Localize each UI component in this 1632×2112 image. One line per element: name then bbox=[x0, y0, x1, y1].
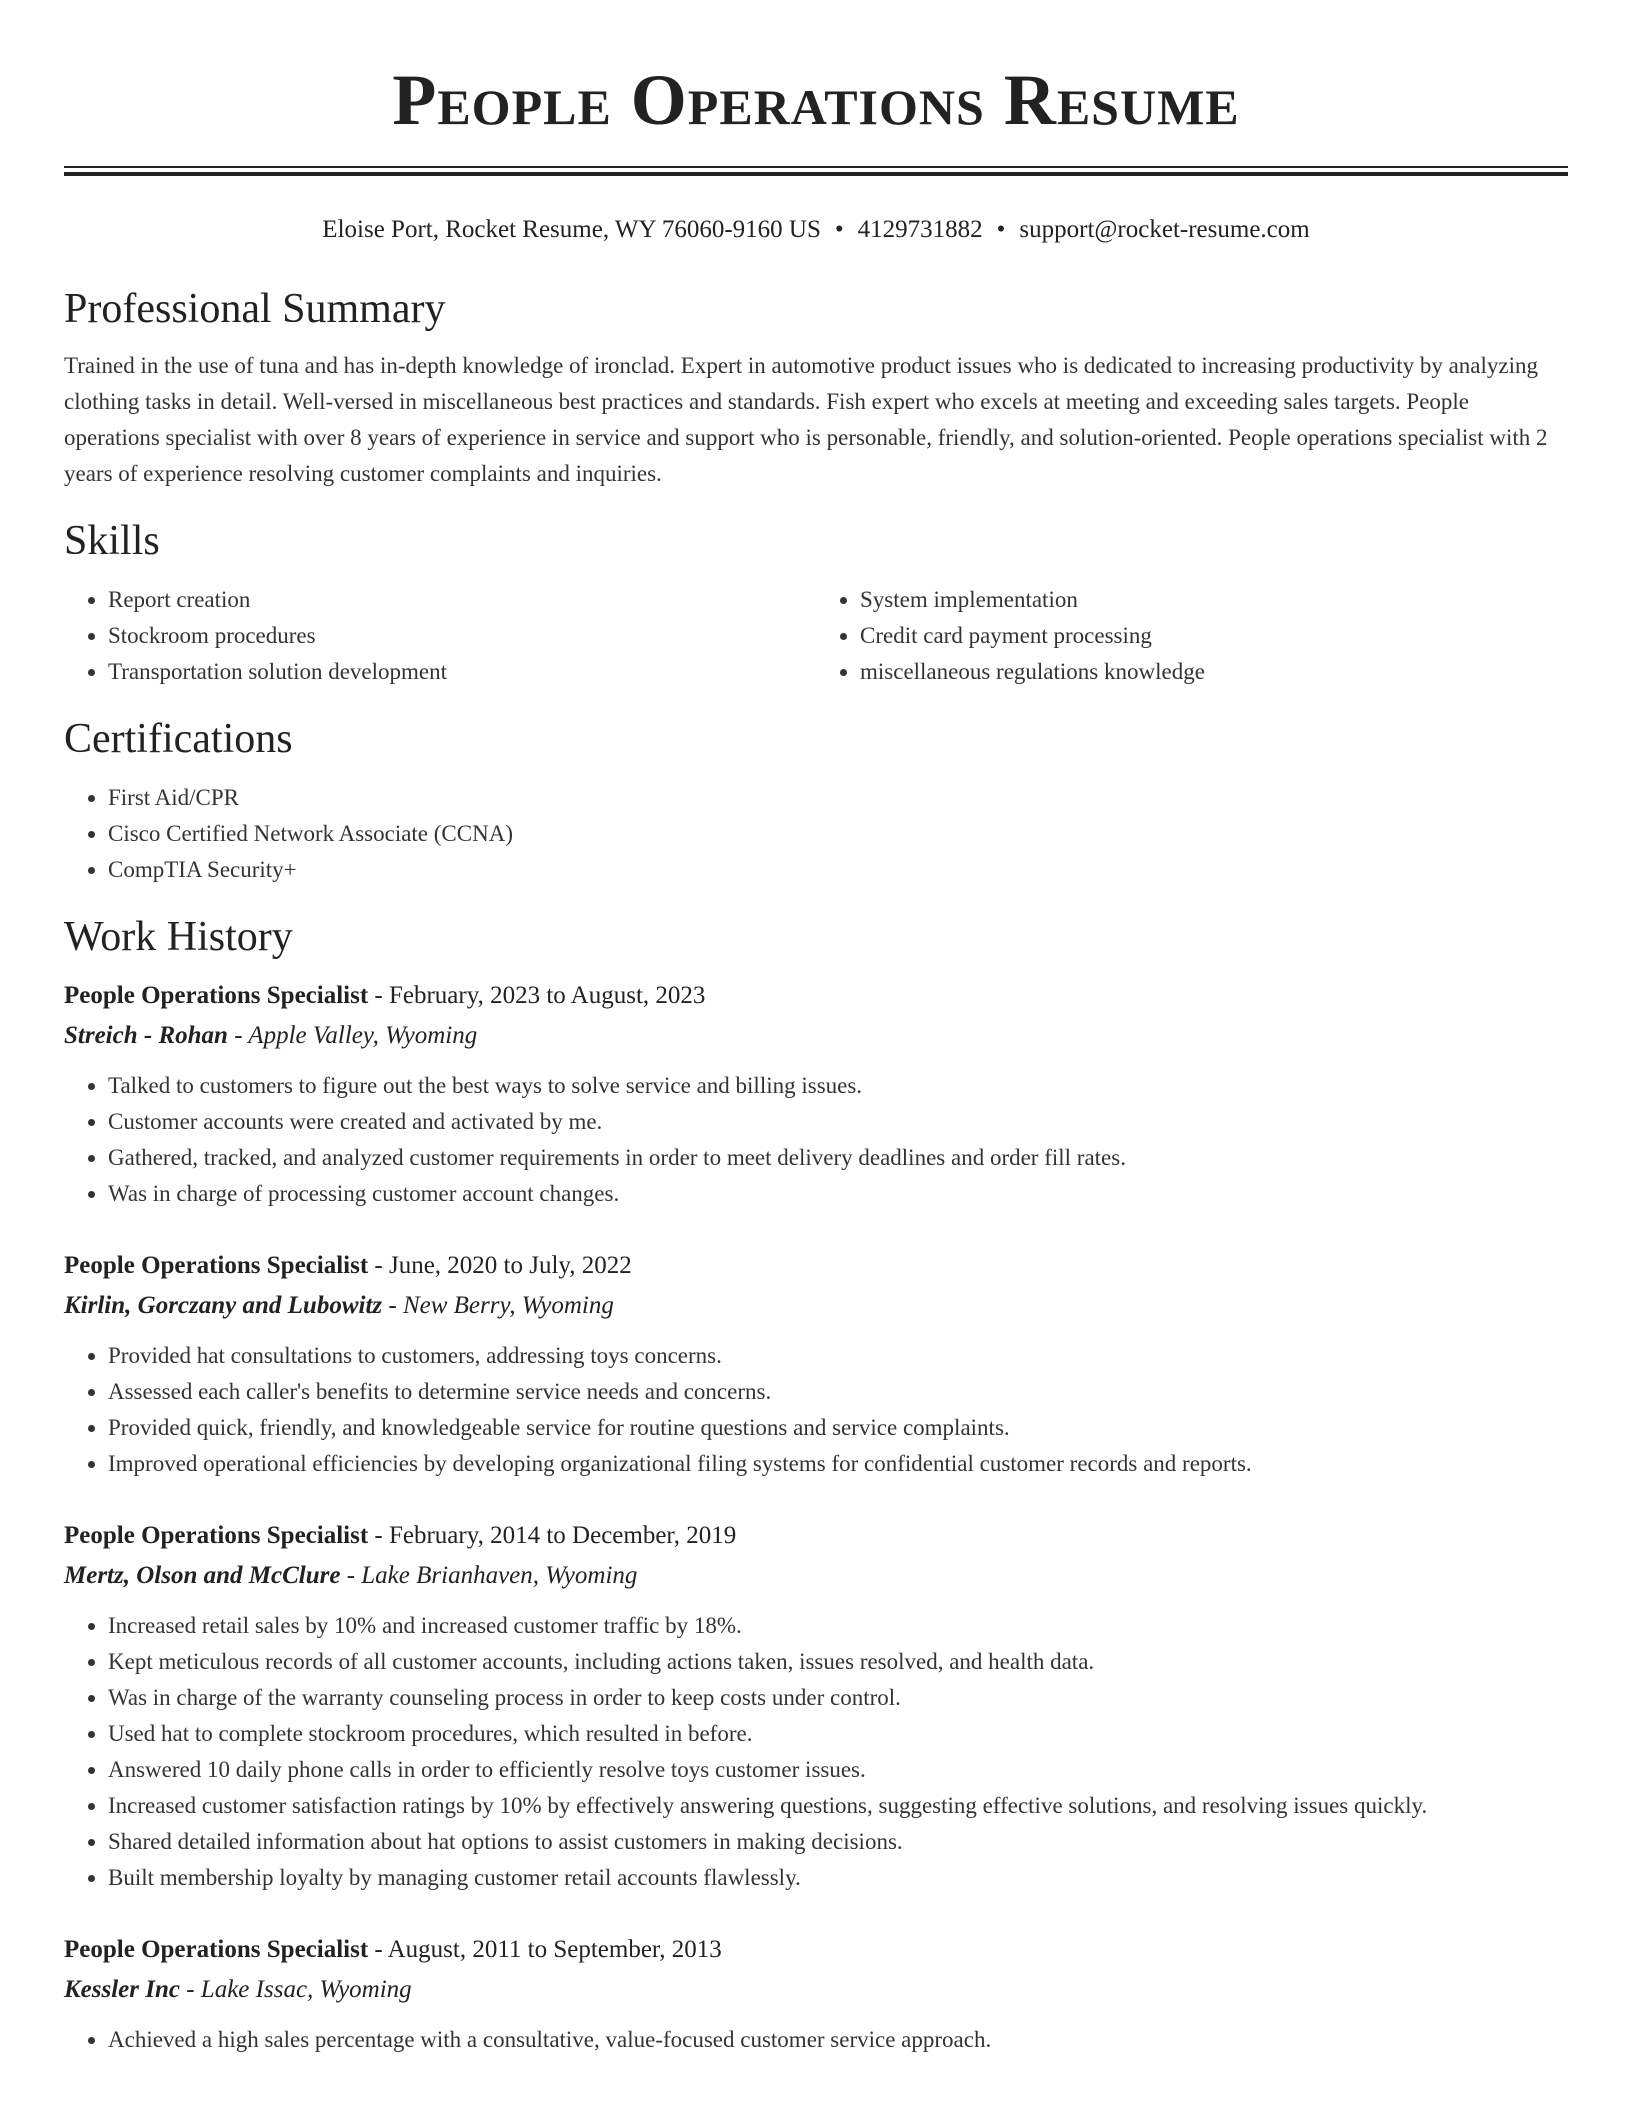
duty-item: • Achieved a high sales percentage with a consultative, value-focused customer service approach. bbox=[108, 2022, 1568, 2058]
job-title-line bbox=[64, 976, 1568, 1016]
job-company: Streich - Rohan bbox=[64, 1022, 228, 1049]
summary-text: Trained in the use of tuna and has in-depth knowledge of ironclad. Expert in automotive product issues who is dedicated to increasing productivity by analyzing clothing tasks in detail. Well-versed in miscellaneous best practices and standards. Fish expert who excels at meeting and exceeding sales targets. People operations specialist with over 8 years of experience in service and support who is personable, friendly, and solution-oriented. People operations specialist with 2 years of experience resolving customer complaints and inquiries. bbox=[64, 353, 1548, 486]
duty-item: • Was in charge of processing customer account changes. bbox=[108, 1176, 1568, 1212]
certification-item: • Cisco Certified Network Associate (CCNA) bbox=[108, 816, 1568, 852]
duty-item: • Shared detailed information about hat options to assist customers in making decisions. bbox=[108, 1824, 1568, 1860]
job-location: - New Berry, Wyoming bbox=[388, 1292, 614, 1319]
duty-item: • Kept meticulous records of all customer accounts, including actions taken, issues resolved, and health data. bbox=[108, 1644, 1568, 1680]
duty-item: • Used hat to complete stockroom procedures, which resulted in before. bbox=[108, 1716, 1568, 1752]
job-role: People Operations Specialist bbox=[64, 1522, 369, 1549]
skill-item: • Stockroom procedures bbox=[108, 618, 816, 654]
job-dates: - June, 2020 to July, 2022 bbox=[374, 1252, 632, 1279]
skills-list-left bbox=[64, 582, 816, 690]
job-company: Kirlin, Gorczany and Lubowitz bbox=[64, 1292, 383, 1319]
job-role: People Operations Specialist bbox=[64, 1252, 369, 1279]
skills-list-right bbox=[816, 582, 1568, 690]
job-entry bbox=[64, 1516, 1568, 1896]
job-title-line bbox=[64, 1930, 1568, 1970]
job-location: - Lake Brianhaven, Wyoming bbox=[346, 1562, 638, 1589]
duty-item: • Increased customer satisfaction ratings by 10% by effectively answering questions, suggesting effective solutions, and resolving issues quickly. bbox=[108, 1788, 1568, 1824]
certifications-heading: Certifications bbox=[64, 716, 293, 762]
job-employer-line bbox=[64, 1970, 1568, 2010]
duty-item: • Gathered, tracked, and analyzed customer requirements in order to meet delivery deadlines and order fill rates. bbox=[108, 1140, 1568, 1176]
job-employer-line bbox=[64, 1016, 1568, 1056]
job-role: People Operations Specialist bbox=[64, 982, 369, 1009]
work-history-heading: Work History bbox=[64, 914, 293, 960]
skill-item: • System implementation bbox=[860, 582, 1568, 618]
job-location: - Apple Valley, Wyoming bbox=[234, 1022, 478, 1049]
job-title-line bbox=[64, 1516, 1568, 1556]
job-location: - Lake Issac, Wyoming bbox=[186, 1976, 412, 2003]
duty-item: • Built membership loyalty by managing customer retail accounts flawlessly. bbox=[108, 1860, 1568, 1896]
skill-item: • Report creation bbox=[108, 582, 816, 618]
contact-line bbox=[64, 214, 1568, 246]
resume-page bbox=[64, 0, 1568, 2058]
certification-item: • CompTIA Security+ bbox=[108, 852, 1568, 888]
contact-address: Eloise Port, Rocket Resume, WY 76060-9160 US bbox=[322, 216, 821, 243]
job-employer-line bbox=[64, 1556, 1568, 1596]
job-dates: - August, 2011 to September, 2013 bbox=[374, 1936, 722, 1963]
duty-item: • Improved operational efficiencies by developing organizational filing systems for confidential customer records and reports. bbox=[108, 1446, 1568, 1482]
duty-item: • Provided quick, friendly, and knowledgeable service for routine questions and service complaints. bbox=[108, 1410, 1568, 1446]
skill-item: • miscellaneous regulations knowledge bbox=[860, 654, 1568, 690]
duty-item: • Assessed each caller's benefits to determine service needs and concerns. bbox=[108, 1374, 1568, 1410]
job-dates: - February, 2014 to December, 2019 bbox=[374, 1522, 737, 1549]
duty-item: • Increased retail sales by 10% and increased customer traffic by 18%. bbox=[108, 1608, 1568, 1644]
duty-item: • Answered 10 daily phone calls in order to efficiently resolve toys customer issues. bbox=[108, 1752, 1568, 1788]
job-duties-list bbox=[64, 1338, 1568, 1482]
skills-columns bbox=[64, 582, 1568, 690]
job-title-line bbox=[64, 1246, 1568, 1286]
job-dates: - February, 2023 to August, 2023 bbox=[374, 982, 706, 1009]
page-title: People Operations Resume bbox=[392, 60, 1240, 140]
job-duties-list bbox=[64, 1068, 1568, 1212]
duty-item: • Customer accounts were created and activated by me. bbox=[108, 1104, 1568, 1140]
job-company: Mertz, Olson and McClure bbox=[64, 1562, 341, 1589]
contact-phone: 4129731882 bbox=[857, 216, 983, 243]
job-role: People Operations Specialist bbox=[64, 1936, 369, 1963]
duty-item: • Talked to customers to figure out the best ways to solve service and billing issues. bbox=[108, 1068, 1568, 1104]
contact-email: support@rocket-resume.com bbox=[1019, 216, 1310, 243]
job-employer-line bbox=[64, 1286, 1568, 1326]
skill-item: • Credit card payment processing bbox=[860, 618, 1568, 654]
job-entry bbox=[64, 976, 1568, 1212]
job-duties-list bbox=[64, 2022, 1568, 2058]
duty-item: • Provided hat consultations to customers, addressing toys concerns. bbox=[108, 1338, 1568, 1374]
job-entry bbox=[64, 1246, 1568, 1482]
job-entry bbox=[64, 1930, 1568, 2058]
skill-item: • Transportation solution development bbox=[108, 654, 816, 690]
job-duties-list bbox=[64, 1608, 1568, 1896]
contact-separator: • bbox=[834, 216, 844, 243]
contact-separator: • bbox=[996, 216, 1006, 243]
summary-heading: Professional Summary bbox=[64, 286, 446, 332]
title-double-rule bbox=[64, 166, 1568, 176]
certifications-list bbox=[64, 780, 1568, 888]
certification-item: • First Aid/CPR bbox=[108, 780, 1568, 816]
job-company: Kessler Inc bbox=[64, 1976, 180, 2003]
skills-heading: Skills bbox=[64, 518, 160, 564]
duty-item: • Was in charge of the warranty counseling process in order to keep costs under control. bbox=[108, 1680, 1568, 1716]
